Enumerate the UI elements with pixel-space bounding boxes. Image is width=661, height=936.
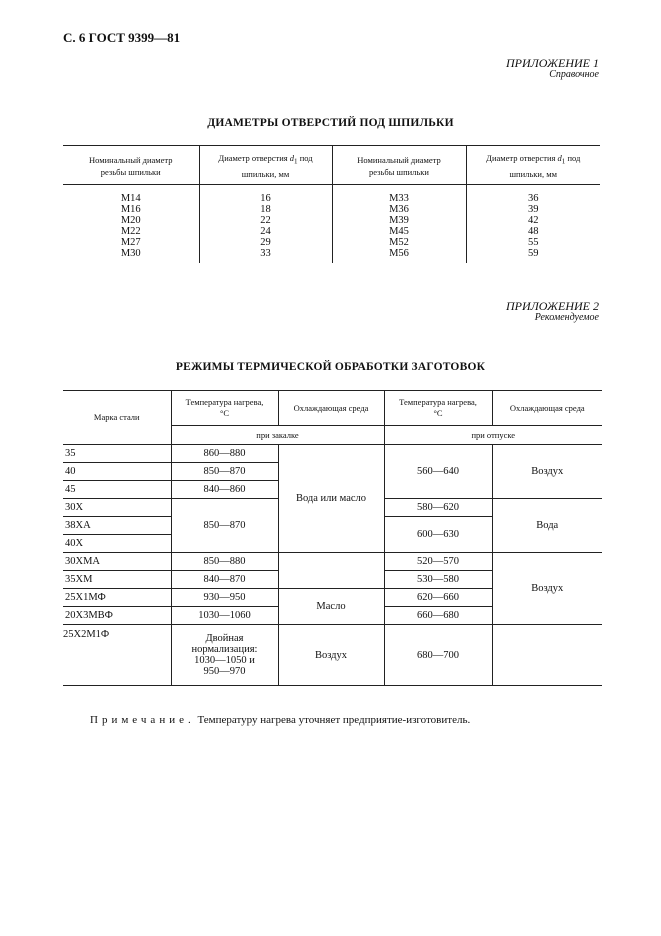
header-temper-group: при отпуске [384,426,602,445]
table-row: 40Х [63,535,602,553]
table-row: 35 860—880 Вода или масло 560—640 Воздух [63,445,602,463]
stud-hole-diameters-table [63,145,600,263]
table-row: 25Х1МФ 930—950 Масло 620—660 [63,589,602,607]
header-nominal-diameter-right: Номинальный диаметр резьбы шпильки [332,146,466,185]
table-row: 20Х3МВФ 1030—1060 660—680 [63,607,602,625]
header-hole-diameter-left: Диаметр отверстия $d_1$ под шпильки, мм [199,146,332,185]
heat-treatment-table [63,390,602,686]
note-label: Примечание. [90,714,195,726]
table-note [90,714,470,726]
double-normalization-cell: Двойная нормализация: 1030—1050 и 950—970 [171,625,278,686]
table-row: 40 850—870 [63,463,602,481]
table-row: 25Х2М1Ф Двойная нормализация: 1030—1050 и 950—970 Воздух 680—700 [63,625,602,686]
page-header: С. 6 ГОСТ 9399—81 [63,30,181,45]
table-1-title: ДИАМЕТРЫ ОТВЕРСТИЙ ПОД ШПИЛЬКИ [207,117,454,129]
header-quench-cooling: Охлаждающая среда [278,391,384,426]
appendix-1-subtitle: Справочное [549,69,599,80]
table-row: 35ХМ 840—870 530—580 [63,571,602,589]
hole-column-right: 36 39 42 48 55 59 [466,184,600,263]
table-row: 38ХА 600—630 [63,517,602,535]
thread-column-left: M14 M16 M20 M22 M27 M30 [120,192,141,259]
thread-column-right: M33 M36 M39 M45 M52 M56 [332,184,466,263]
appendix-2-title: ПРИЛОЖЕНИЕ 2 [506,299,599,313]
appendix-1-label [506,57,599,81]
appendix-2-subtitle: Рекомендуемое [534,312,599,323]
appendix-1-title: ПРИЛОЖЕНИЕ 1 [506,56,599,70]
table-row: 45 840—860 [63,481,602,499]
header-hole-diameter-right: Диаметр отверстия $d_1$ под шпильки, мм [466,146,600,185]
header-quench-temperature: Температура нагрева, °С [171,391,278,426]
header-quench-group: при закалке [171,426,384,445]
table-row: 30Х 850—870 580—620 Вода [63,499,602,517]
header-temper-cooling: Охлаждающая среда [492,391,602,426]
header-steel-grade: Марка стали [63,391,171,445]
header-nominal-diameter-left: Номинальный диаметр резьбы шпильки [63,146,199,185]
quench-medium-oil: Масло [278,589,384,625]
hole-column-left: 16 18 22 24 29 33 [199,184,332,263]
appendix-2-label [506,300,599,324]
quench-medium-water-or-oil: Вода или масло [278,445,384,553]
header-temper-temperature: Температура нагрева, °С [384,391,492,426]
table-row: 30ХМА 850—880 520—570 Воздух [63,553,602,571]
note-text: Температуру нагрева уточняет предприятие-изготовитель. [194,714,471,726]
table-2-title: РЕЖИМЫ ТЕРМИЧЕСКОЙ ОБРАБОТКИ ЗАГОТОВОК [175,361,486,373]
